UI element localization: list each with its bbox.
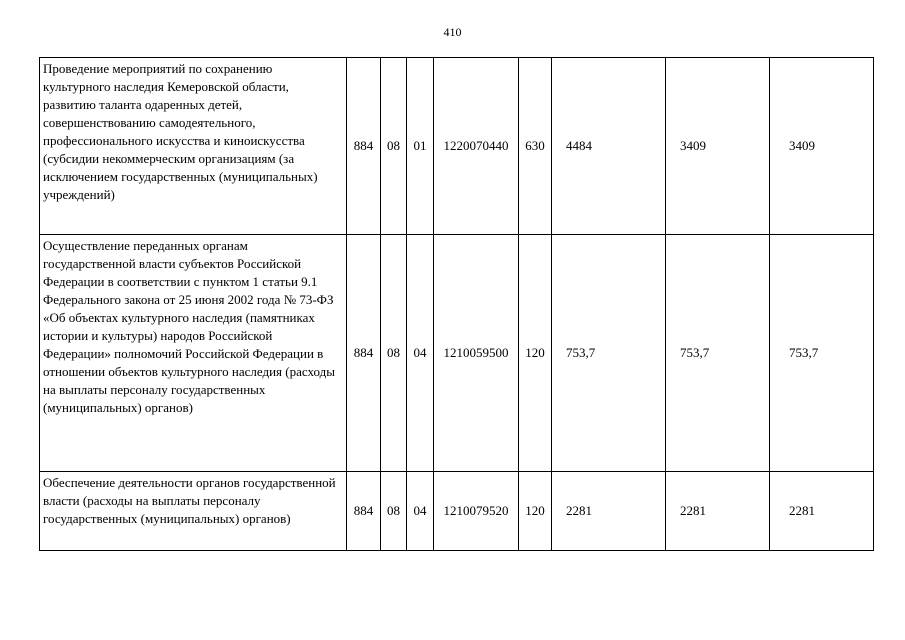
subsection-code: 04 bbox=[407, 235, 434, 472]
row-description: Обеспечение деятельности органов государственной власти (расходы на выплаты персоналу государственных (муниципальных) органов) bbox=[40, 472, 347, 551]
subsection-code: 01 bbox=[407, 58, 434, 235]
row-description: Осуществление переданных органам государственной власти субъектов Российской Федерации в соответствии с пунктом 1 статьи 9.1 Федерального закона от 25 июня 2002 года № 73-ФЗ «Об объектах культурного наследия (памятниках истории и культуры) народов Российской Федерации» полномочий Российской Федерации в отношении объектов культурного наследия (расходы на выплаты персоналу государственных (муниципальных) органов) bbox=[40, 235, 347, 472]
ministry-code: 884 bbox=[347, 235, 381, 472]
ministry-code: 884 bbox=[347, 472, 381, 551]
amount-year-3: 753,7 bbox=[770, 235, 874, 472]
target-article-code: 1210059500 bbox=[434, 235, 519, 472]
target-article-code: 1210079520 bbox=[434, 472, 519, 551]
amount-year-3: 3409 bbox=[770, 58, 874, 235]
ministry-code: 884 bbox=[347, 58, 381, 235]
target-article-code: 1220070440 bbox=[434, 58, 519, 235]
row-description: Проведение мероприятий по сохранению культурного наследия Кемеровской области, развитию таланта одаренных детей, совершенствованию самодеятельного, профессионального искусства и киноискусства (субсидии некоммерческим организациям (за исключением государственных (муниципальных) учреждений) bbox=[40, 58, 347, 235]
expense-type-code: 120 bbox=[519, 235, 552, 472]
page-number: 410 bbox=[443, 25, 462, 39]
subsection-code: 04 bbox=[407, 472, 434, 551]
expense-type-code: 120 bbox=[519, 472, 552, 551]
amount-year-1: 2281 bbox=[552, 472, 666, 551]
amount-year-1: 753,7 bbox=[552, 235, 666, 472]
expense-type-code: 630 bbox=[519, 58, 552, 235]
amount-year-3: 2281 bbox=[770, 472, 874, 551]
section-code: 08 bbox=[381, 235, 407, 472]
budget-table bbox=[39, 57, 874, 551]
amount-year-2: 2281 bbox=[666, 472, 770, 551]
table-row bbox=[40, 58, 874, 235]
amount-year-2: 753,7 bbox=[666, 235, 770, 472]
section-code: 08 bbox=[381, 58, 407, 235]
amount-year-1: 4484 bbox=[552, 58, 666, 235]
table-row bbox=[40, 472, 874, 551]
section-code: 08 bbox=[381, 472, 407, 551]
amount-year-2: 3409 bbox=[666, 58, 770, 235]
table-row bbox=[40, 235, 874, 472]
